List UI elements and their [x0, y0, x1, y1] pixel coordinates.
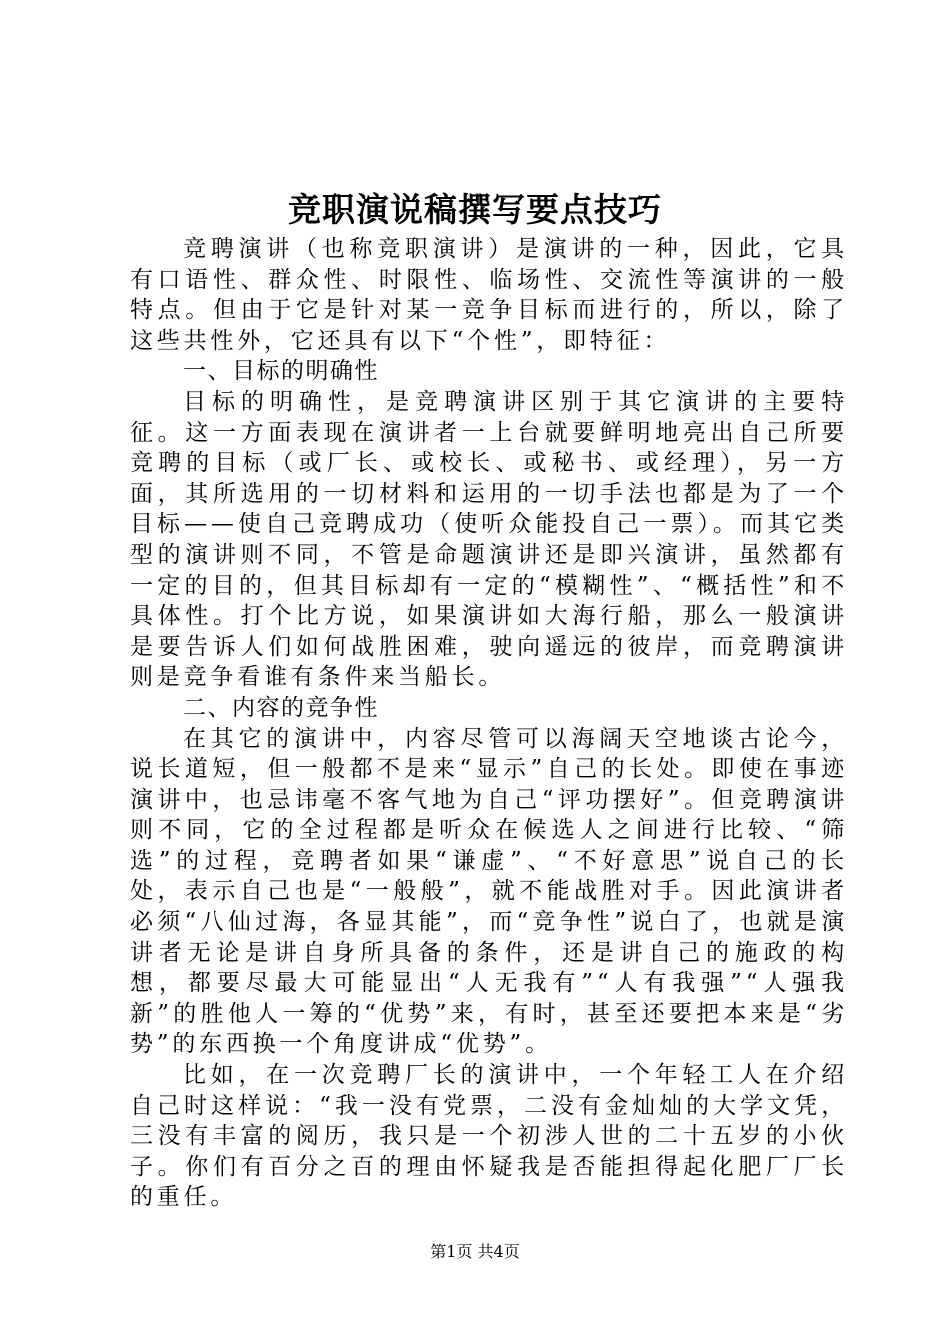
example-paragraph: 比如，在一次竞聘厂长的演讲中，一个年轻工人在介绍自己时这样说：“我一没有党票，二没有金灿灿的大学文凭，三没有丰富的阅历，我只是一个初涉人世的二十五岁的小伙子。你们有百分之百的理由怀疑我是否能担得起化肥厂厂长的重任。 [130, 1062, 848, 1211]
section-heading-1: 一、目标的明确性 [183, 358, 379, 385]
intro-paragraph: 竞聘演讲（也称竞职演讲）是演讲的一种，因此，它具有口语性、群众性、时限性、临场性、交流性等演讲的一般特点。但由于它是针对某一竞争目标而进行的，所以，除了这些共性外，它还具有以下“个性”，即特征： [130, 236, 848, 354]
document-title: 竞职演说稿撰写要点技巧 [288, 190, 662, 229]
section-2-paragraph: 在其它的演讲中，内容尽管可以海阔天空地谈古论今，说长道短，但一般都不是来“显示”自己的长处。即使在事迹演讲中，也忌讳毫不客气地为自己“评功摆好”。但竞聘演讲则不同，它的全过程都是听众在候选人之间进行比较、“筛选”的过程，竞聘者如果“谦虚”、“不好意思”说自己的长处，表示自己也是“一般般”，就不能战胜对手。因此演讲者必须“八仙过海，各显其能”，而“竞争性”说白了，也就是演讲者无论是讲自身所具备的条件，还是讲自己的施政的构想，都要尽最大可能显出“人无我有”“人有我强”“人强我新”的胜他人一筹的“优势”来，有时，甚至还要把本来是“劣势”的东西换一个角度讲成“优势”。 [130, 725, 848, 1058]
document-body [130, 234, 848, 1213]
page-number-footer: 第1页 共4页 [430, 1242, 520, 1261]
section-heading-2: 二、内容的竞争性 [183, 694, 379, 721]
section-1-paragraph: 目标的明确性，是竞聘演讲区别于其它演讲的主要特征。这一方面表现在演讲者一上台就要鲜明地亮出自己所要竞聘的目标（或厂长、或校长、或秘书、或经理），另一方面，其所选用的一切材料和运用的一切手法也都是为了一个目标——使自己竞聘成功（使听众能投自己一票）。而其它类型的演讲则不同，不管是命题演讲还是即兴演讲，虽然都有一定的目的，但其目标却有一定的“模糊性”、“概括性”和不具体性。打个比方说，如果演讲如大海行船，那么一般演讲是要告诉人们如何战胜困难，驶向遥远的彼岸，而竞聘演讲则是竞争看谁有条件来当船长。 [130, 388, 848, 691]
